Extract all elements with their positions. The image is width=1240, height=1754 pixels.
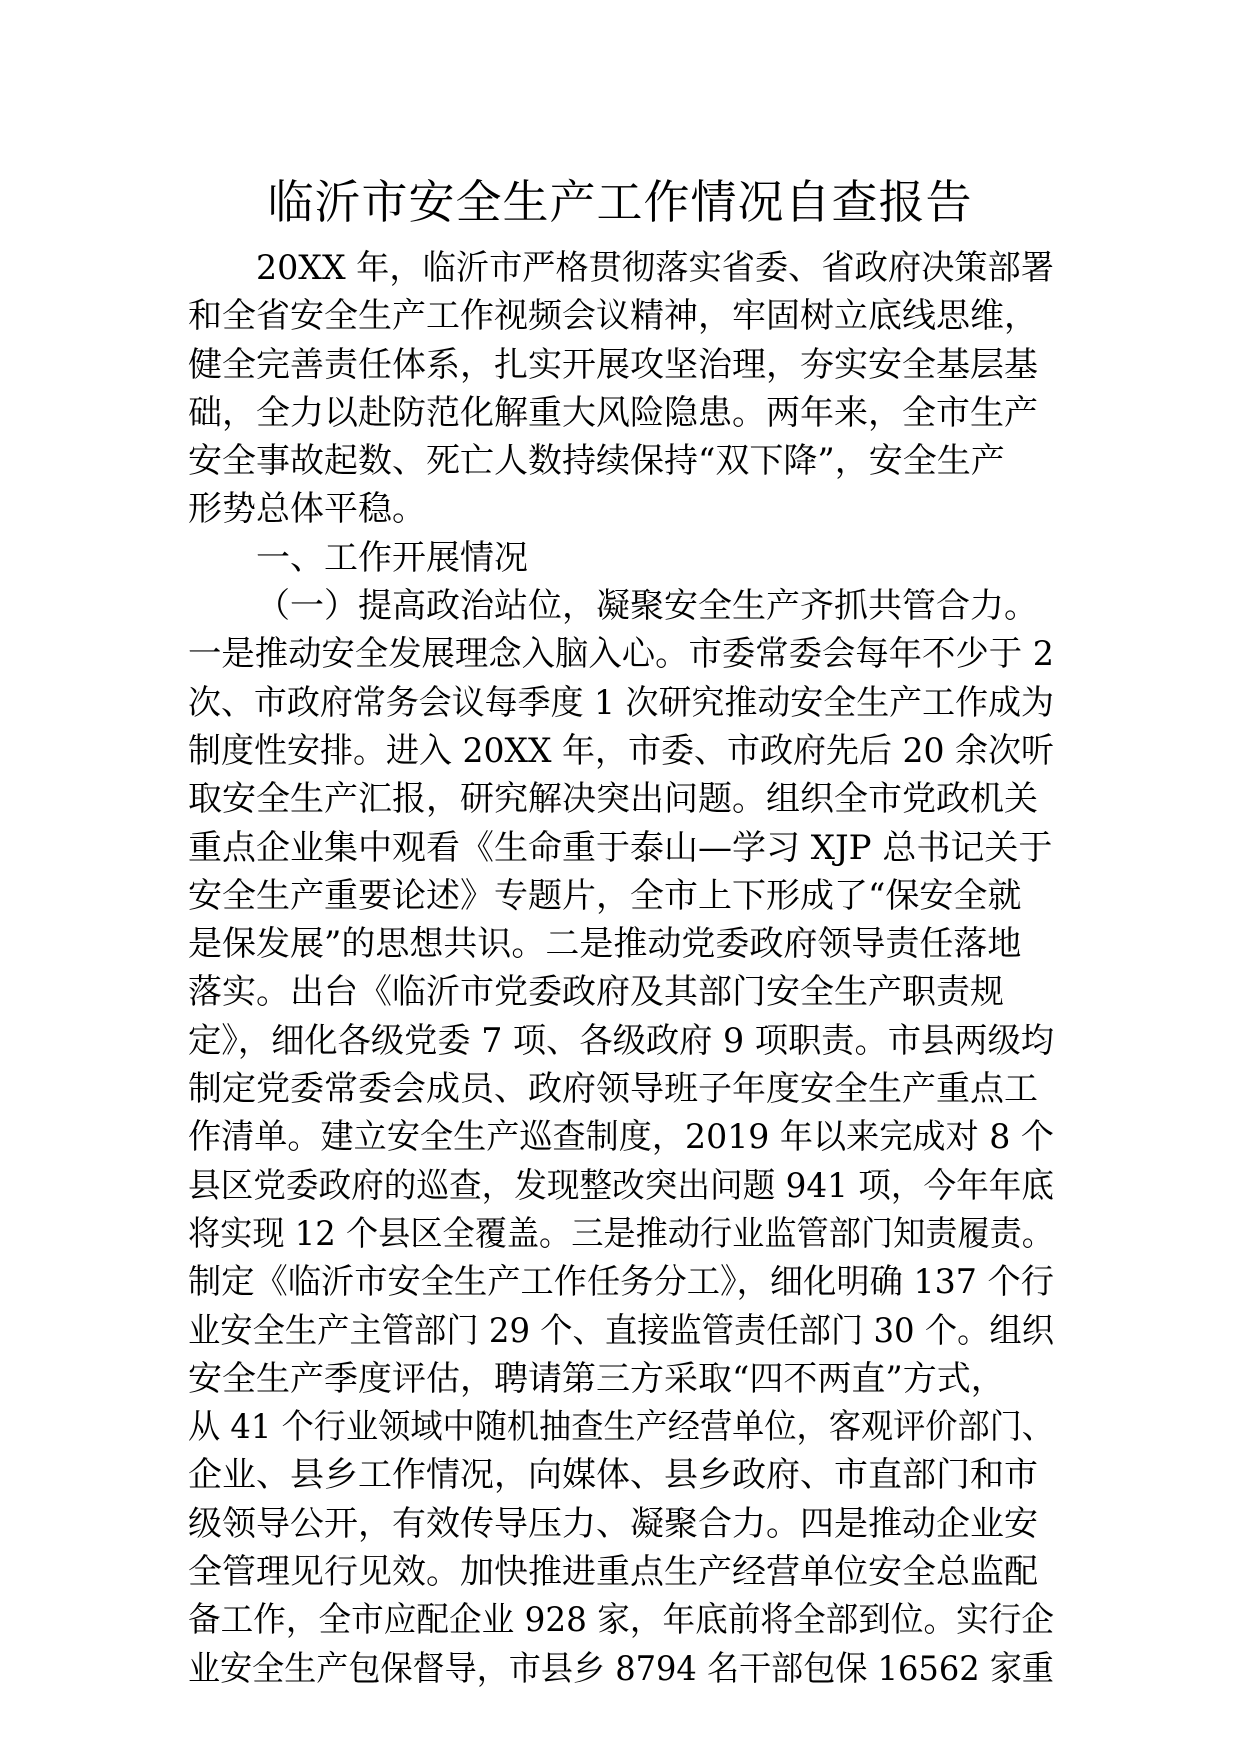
paragraph-line: 制定《临沂市安全生产工作任务分工》，细化明确 137 个行 xyxy=(188,1262,1054,1303)
paragraph-line: 落实。出台《临沂市党委政府及其部门安全生产职责规 xyxy=(188,972,1004,1013)
paragraph-line: 从 41 个行业领域中随机抽查生产经营单位，客观评价部门、 xyxy=(188,1407,1054,1448)
paragraph-line: 业安全生产主管部门 29 个、直接监管责任部门 30 个。组织 xyxy=(188,1310,1054,1351)
paragraph-line: 取安全生产汇报，研究解决突出问题。组织全市党政机关 xyxy=(188,779,1038,820)
paragraph-line: 安全事故起数、死亡人数持续保持“双下降”，安全生产 xyxy=(188,441,1005,482)
paragraph-line: 将实现 12 个县区全覆盖。三是推动行业监管部门知责履责。 xyxy=(188,1213,1054,1254)
paragraph-line: 一是推动安全发展理念入脑入心。市委常委会每年不少于 2 xyxy=(188,634,1054,675)
document-title: 临沂市安全生产工作情况自查报告 xyxy=(267,175,973,229)
subsection-heading: （一）提高政治站位，凝聚安全生产齐抓共管合力。 xyxy=(256,586,1038,627)
paragraph-line: 础，全力以赴防范化解重大风险隐患。两年来，全市生产 xyxy=(188,392,1038,433)
section-heading: 一、工作开展情况 xyxy=(256,537,528,578)
paragraph-line: 全管理见行见效。加快推进重点生产经营单位安全总监配 xyxy=(188,1552,1038,1593)
paragraph-line: 是保发展”的思想共识。二是推动党委政府领导责任落地 xyxy=(188,924,1022,965)
paragraph-line: 次、市政府常务会议每季度 1 次研究推动安全生产工作成为 xyxy=(188,682,1054,723)
paragraph-line: 业安全生产包保督导，市县乡 8794 名干部包保 16562 家重 xyxy=(188,1648,1054,1689)
paragraph-line: 定》，细化各级党委 7 项、各级政府 9 项职责。市县两级均 xyxy=(188,1020,1054,1061)
paragraph-line: 企业、县乡工作情况，向媒体、县乡政府、市直部门和市 xyxy=(188,1455,1038,1496)
paragraph-line: 制度性安排。进入 20XX 年，市委、市政府先后 20 余次听 xyxy=(188,730,1054,771)
paragraph-line: 级领导公开，有效传导压力、凝聚合力。四是推动企业安 xyxy=(188,1503,1038,1544)
paragraph-line: 形势总体平稳。 xyxy=(188,489,426,530)
paragraph-line: 安全生产重要论述》专题片，全市上下形成了“保安全就 xyxy=(188,875,1022,916)
paragraph-line: 安全生产季度评估，聘请第三方采取“四不两直”方式， xyxy=(188,1358,1005,1399)
paragraph-line: 备工作，全市应配企业 928 家，年底前将全部到位。实行企 xyxy=(188,1600,1054,1641)
document-body xyxy=(188,244,1054,1693)
paragraph-line: 和全省安全生产工作视频会议精神，牢固树立底线思维， xyxy=(188,296,1038,337)
paragraph-line: 作清单。建立安全生产巡查制度，2019 年以来完成对 8 个 xyxy=(188,1117,1054,1158)
paragraph-line: 重点企业集中观看《生命重于泰山—学习 XJP 总书记关于 xyxy=(188,827,1053,868)
paragraph-line: 县区党委政府的巡查，发现整改突出问题 941 项，今年年底 xyxy=(188,1165,1054,1206)
paragraph-line: 20XX 年，临沂市严格贯彻落实省委、省政府决策部署 xyxy=(256,248,1054,288)
paragraph-line: 制定党委常委会成员、政府领导班子年度安全生产重点工 xyxy=(188,1069,1038,1110)
paragraph-line: 健全完善责任体系，扎实开展攻坚治理，夯实安全基层基 xyxy=(188,344,1038,385)
